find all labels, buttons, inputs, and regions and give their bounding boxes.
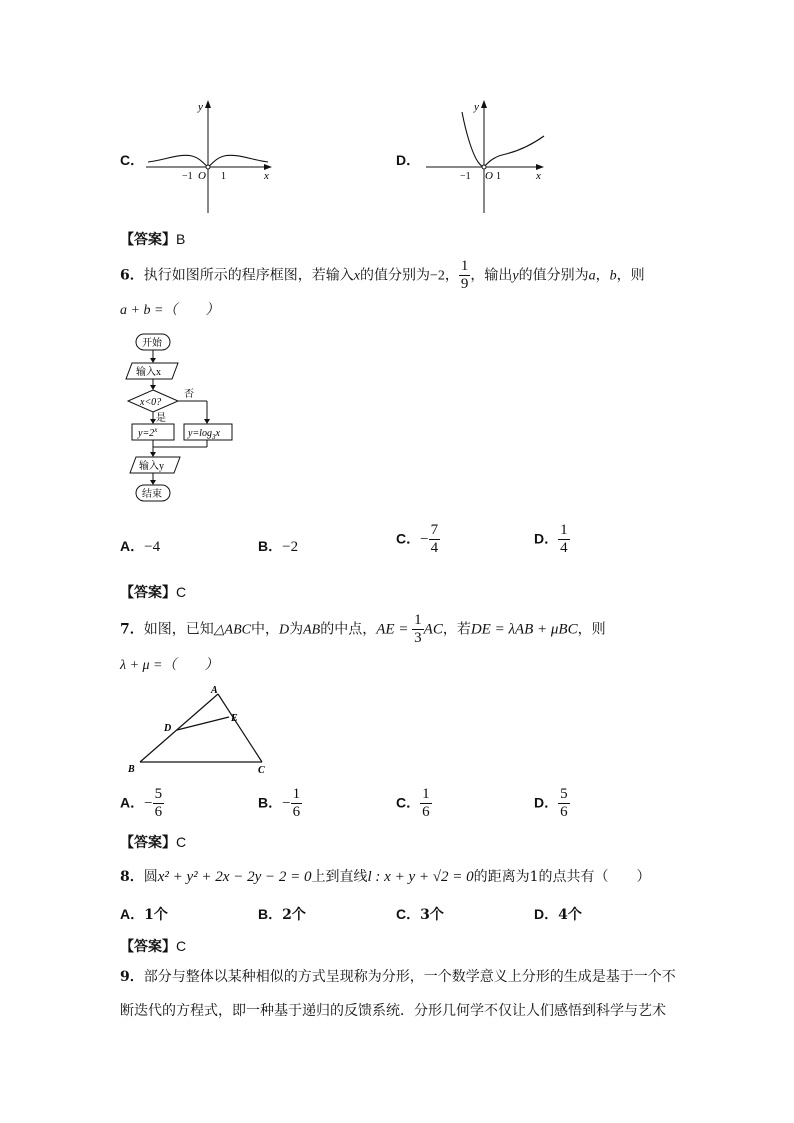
answer-q7: 【答案】C [120,834,187,851]
q8-option-c: C．3个 [396,906,444,923]
flowchart [122,330,262,506]
question-8: 8．圆x² + y² + 2x − 2y − 2 = 0上到直线l : x + y + √2 = 0的距离为1的点共有（ ） [120,869,651,885]
q7-option-c: C． $\frac{1}{6}$ [396,786,430,820]
flow-end: 结束 [142,489,162,500]
q7-option-a: A．− $\frac{5}{6}$ [120,786,163,820]
graph-d-tick-neg1: −1 [460,171,471,182]
fraction-1-9: $\frac{1}{9}$ [460,258,469,292]
q8-option-b: B．2个 [258,906,306,923]
flow-output: 输入y [139,461,164,472]
q7-option-d: D． $\frac{5}{6}$ [534,786,568,820]
option-d-label: D． [396,152,421,168]
graph-c-x-label: x [264,170,269,182]
question-7-line2: λ + μ =（ ） [120,658,219,673]
q8-option-a: A．1个 [120,906,168,923]
answer-q6: 【答案】C [120,584,187,601]
triangle-figure [122,682,282,778]
graph-d-origin: O [485,170,493,182]
flow-left-box: $y=2^x$ [138,426,158,439]
q8-option-d: D．4个 [534,906,582,923]
option-c-label: C． [120,152,145,168]
graph-d-tick-1: 1 [496,171,501,182]
q6-option-a: A．−4 [120,538,161,555]
q6-option-d: D． $\frac{1}{4}$ [534,522,568,556]
q6-option-c: C．− $\frac{7}{4}$ [396,522,439,556]
flow-condition: x<0? [140,397,162,408]
graph-c-tick-1: 1 [221,171,226,182]
graph-c-origin: O [198,170,206,182]
graph-c [140,98,280,216]
vertex-a: A [211,685,218,696]
question-9: 9．部分与整体以某种相似的方式呈现称为分形，一个数学意义上分形的生成是基于一个不 [120,969,676,985]
question-6-line2: a + b =（ ） [120,303,220,318]
q6-option-b: B．−2 [258,538,299,555]
flow-yes: 是 [156,413,166,424]
vertex-b: B [128,764,135,775]
flow-no: 否 [184,389,194,400]
graph-d [422,98,552,216]
question-7: 7．如图，已知△ABC中，D为AB的中点，AE = $\frac{1}{3}$ AC，若DE = λAB + μBC，则 [120,612,606,646]
question-6: 6．执行如图所示的程序框图，若输入x的值分别为−2， $\frac{1}{9}$ ，输出y的值分别为a，b，则 [120,258,645,292]
vertex-c: C [258,765,265,776]
point-d: D [164,723,172,734]
question-9-line2: 断迭代的方程式，即一种基于递归的反馈系统．分形几何学不仅让人们感悟到科学与艺术 [120,1003,666,1019]
flow-right-box: $y=\log_3x$ [188,428,220,441]
graph-d-x-label: x [536,170,541,182]
answer-q5: 【答案】B [120,231,186,248]
flow-start: 开始 [142,338,162,349]
graph-c-tick-neg1: −1 [182,171,193,182]
point-e: E [231,713,238,724]
graph-c-y-label: y [198,101,203,113]
answer-q8: 【答案】C [120,938,187,955]
flow-input: 输入x [136,367,161,378]
graph-d-y-label: y [474,101,479,113]
q7-option-b: B．− $\frac{1}{6}$ [258,786,301,820]
